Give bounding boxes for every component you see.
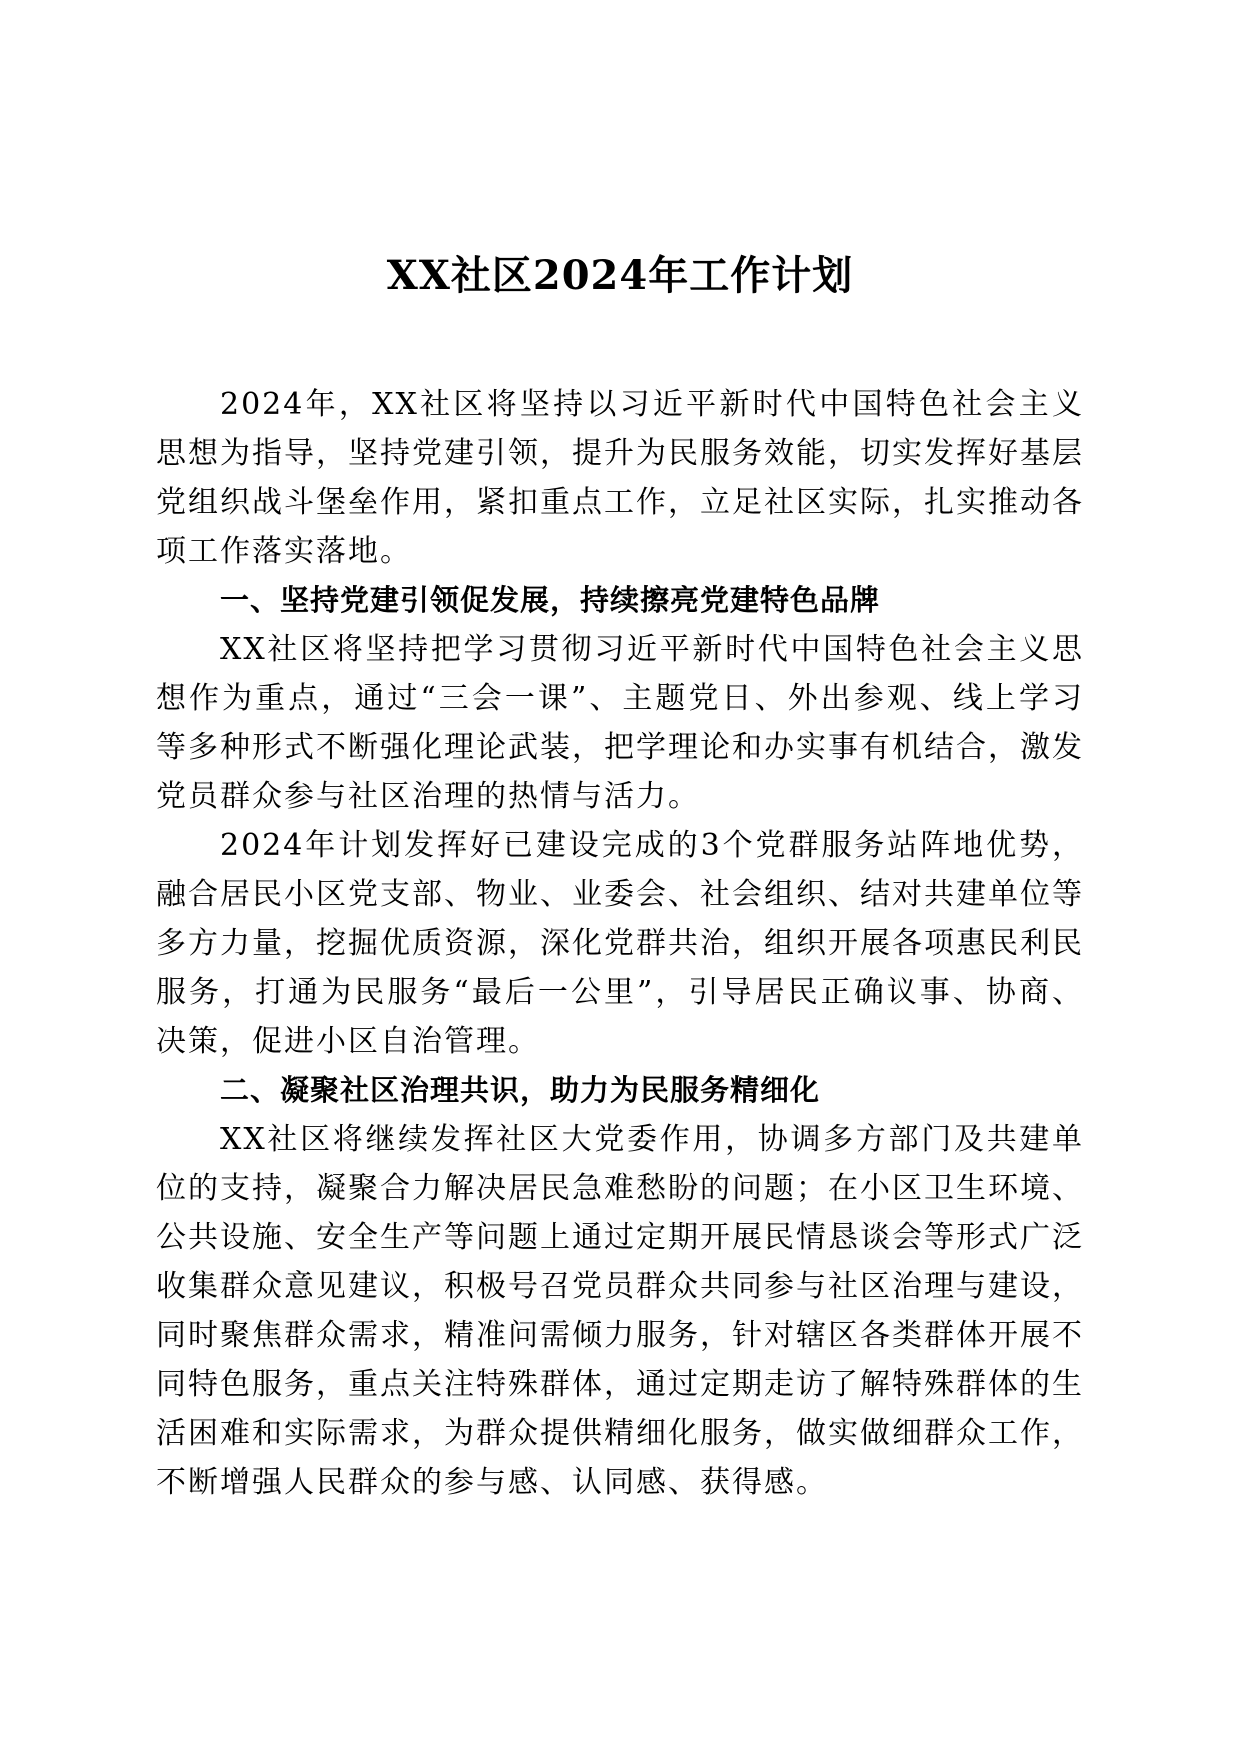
intro-paragraph: 2024年，XX社区将坚持以习近平新时代中国特色社会主义思想为指导，坚持党建引领，提升为民服务效能，切实发挥好基层党组织战斗堡垒作用，紧扣重点工作，立足社区实际，扎实推动各项工作落实落地。	[156, 387, 1084, 569]
section-1-heading: 一、坚持党建引领促发展，持续擦亮党建特色品牌	[220, 583, 881, 617]
document-title: XX社区2024年工作计划	[386, 252, 854, 299]
section-1-paragraph-2: 2024年计划发挥好已建设完成的3个党群服务站阵地优势，融合居民小区党支部、物业、业委会、社会组织、结对共建单位等多方力量，挖掘优质资源，深化党群共治，组织开展各项惠民利民服务，打通为民服务“最后一公里”，引导居民正确议事、协商、决策，促进小区自治管理。	[156, 828, 1084, 1059]
section-1-paragraph-1: XX社区将坚持把学习贯彻习近平新时代中国特色社会主义思想作为重点，通过“三会一课”、主题党日、外出参观、线上学习等多种形式不断强化理论武装，把学理论和办实事有机结合，激发党员群众参与社区治理的热情与活力。	[156, 632, 1084, 814]
document-body	[156, 380, 1084, 1507]
section-2-heading: 二、凝聚社区治理共识，助力为民服务精细化	[220, 1073, 821, 1107]
section-2-paragraph-1: XX社区将继续发挥社区大党委作用，协调多方部门及共建单位的支持，凝聚合力解决居民急难愁盼的问题；在小区卫生环境、公共设施、安全生产等问题上通过定期开展民情恳谈会等形式广泛收集群众意见建议，积极号召党员群众共同参与社区治理与建设，同时聚焦群众需求，精准问需倾力服务，针对辖区各类群体开展不同特色服务，重点关注特殊群体，通过定期走访了解特殊群体的生活困难和实际需求，为群众提供精细化服务，做实做细群众工作，不断增强人民群众的参与感、认同感、获得感。	[156, 1122, 1084, 1500]
